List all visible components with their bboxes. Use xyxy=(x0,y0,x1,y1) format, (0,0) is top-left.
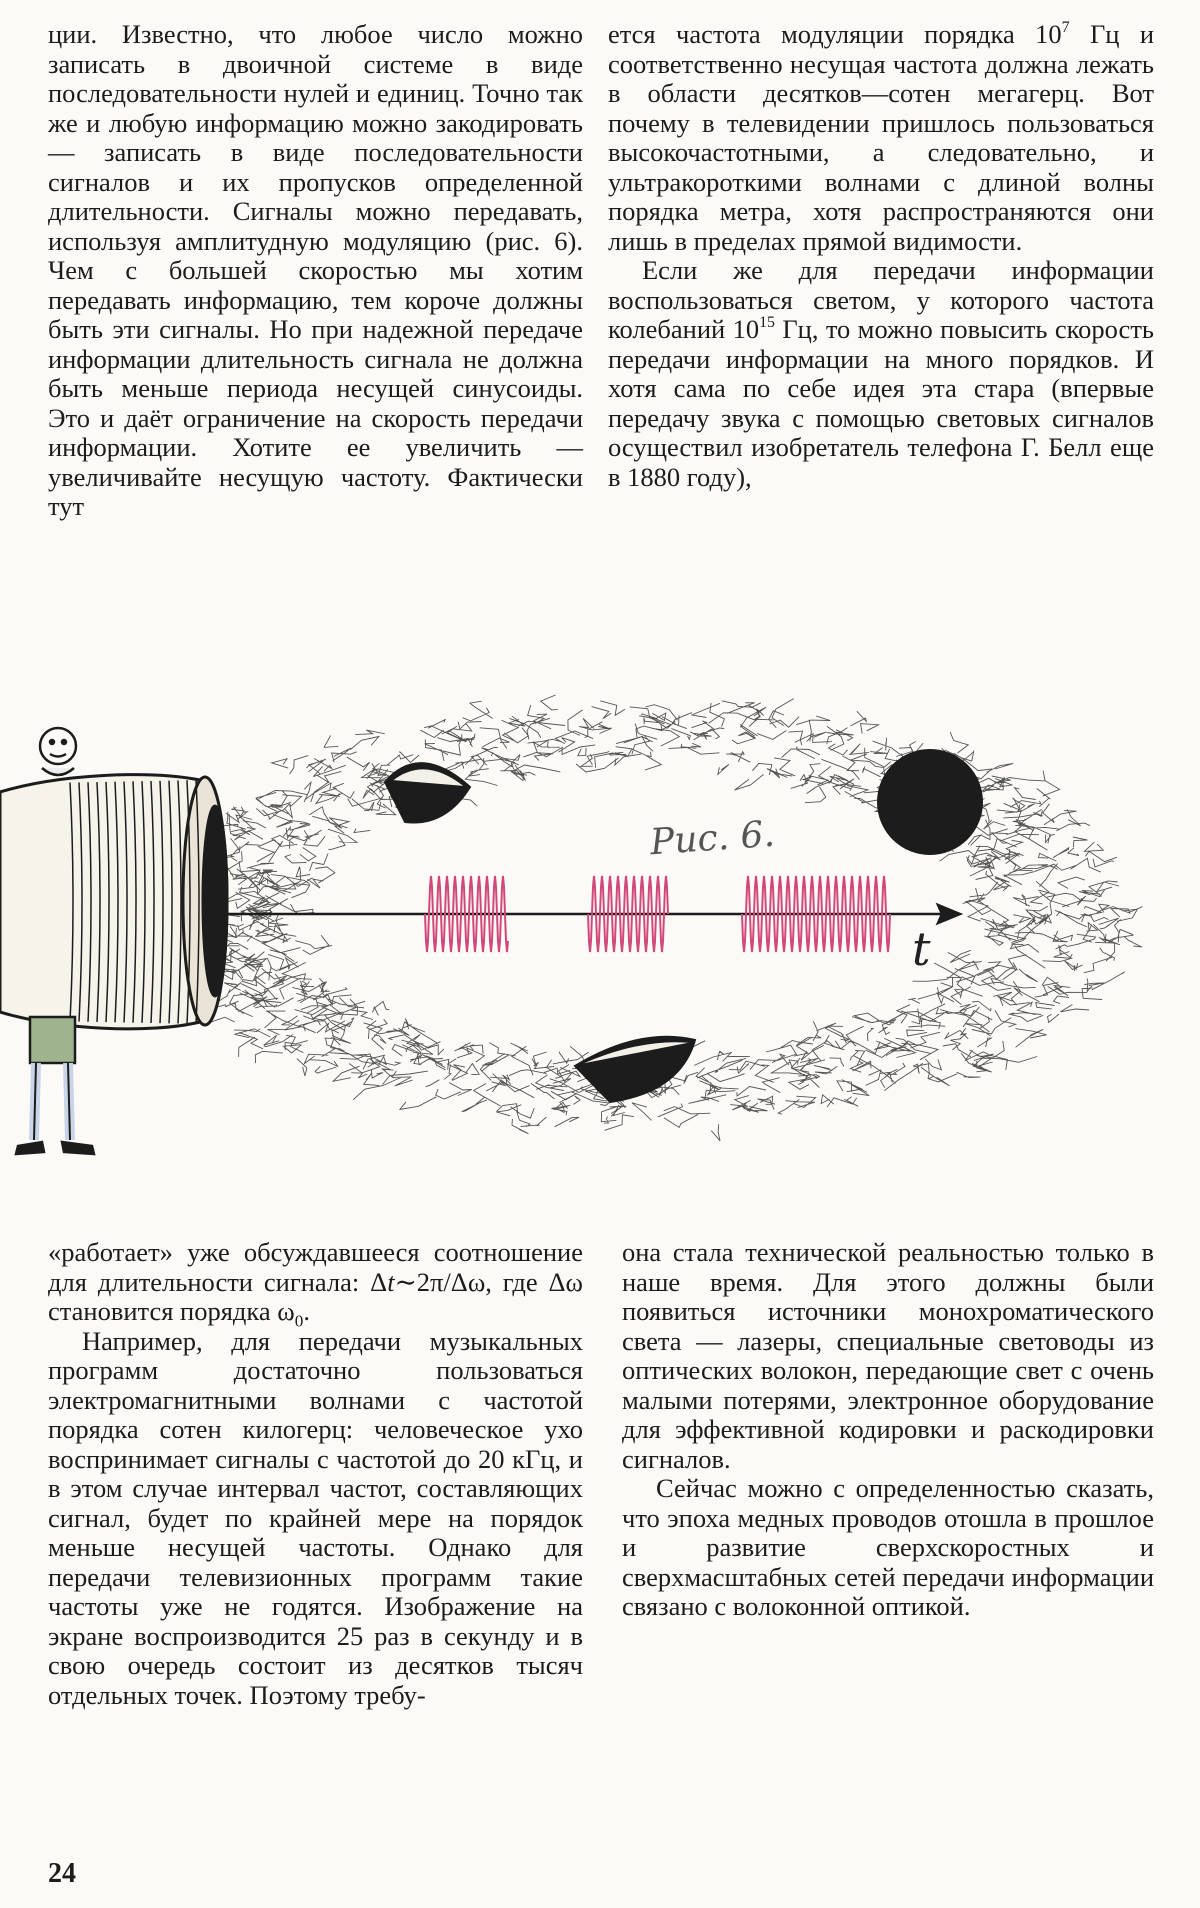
text-column-bottom-left xyxy=(48,1238,583,1710)
paragraph: она стала технической реальностью только в наше время. Для этого должны были появиться источники монохроматического света — лазеры, специальные световоды из оптических волокон, передающие свет с очень малыми потерями, электронное оборудование для эффективной кодировки и раскодировки сигналов. xyxy=(622,1237,1154,1474)
paragraph: ции. Известно, что любое число можно записать в двоичной системе в виде последовательности нулей и единиц. Точно так же и любую информацию можно закодировать — записать в виде последовательности сигналов и их пропусков определенной длительности. Сигналы можно передавать, используя амплитудную модуляцию (рис. 6). Чем с большей скоростью мы хотим передавать информацию, тем короче должны быть эти сигналы. Но при надежной передаче информации длительность сигнала не должна быть меньше периода несущей синусоиды. Это и даёт ограничение на скорость передачи информации. Хотите ее увеличить — увеличивайте несущую частоту. Фактически тут xyxy=(48,19,583,521)
paragraph: «работает» уже обсуждавшееся соотношение для длительности сигнала: Δt∼2π/Δω, где Δω становится порядка $\omega_0$. xyxy=(48,1237,583,1331)
figure-illustration xyxy=(0,662,1200,1218)
axis-label-t: t xyxy=(912,922,931,976)
text-column-top-left xyxy=(48,20,583,522)
cannon xyxy=(0,775,227,1029)
signal-burst xyxy=(588,876,668,952)
paragraph: Сейчас можно с определенностью сказать, что эпоха медных проводов отошла в прошлое и развитие сверхскоростных и сверхмасштабных сетей передачи информации связано с волоконной оптикой. xyxy=(622,1473,1154,1621)
paragraph: Например, для передачи музыкальных программ достаточно пользоваться электромагнитными волнами с частотой порядка сотен килогерц: человеческое ухо воспринимает сигналы с частотой до 20 кГц, и в этом случае интервал частот, составляющих сигнал, будет по крайней мере на порядок меньше несущей частоты. Однако для передачи телевизионных программ такие частоты уже не годятся. Изображение на экране воспроизводится 25 раз в секунду и в свою очередь состоит из десятков тысяч отдельных точек. Поэтому требу- xyxy=(48,1325,583,1710)
illustration-drawing xyxy=(0,662,1200,1218)
figure-caption: Рис. 6. xyxy=(648,813,777,864)
text-column-top-right xyxy=(608,20,1154,492)
paragraph: ется частота модуляции порядка $10^7$ Гц и соответственно несущая частота должна лежать в области десятков—сотен мегагерц. Вот почему в телевидении пришлось пользоваться высокочастотными, а следовательно, и ультракороткими волнами с длиной волны порядка метра, хотя распространяются они лишь в пределах прямой видимости. xyxy=(608,18,1155,256)
paragraph: Если же для передачи информации воспользоваться светом, у которого частота колебаний $10^{15}$ Гц, то можно повысить скорость передачи информации на много порядков. И хотя сама по себе идея эта стара (впервые передачу звука с помощью световых сигналов осуществил изобретатель телефона Г. Белл еще в 1880 году), xyxy=(608,255,1154,492)
text-column-bottom-right xyxy=(622,1238,1154,1622)
page-number: 24 xyxy=(48,1858,76,1889)
